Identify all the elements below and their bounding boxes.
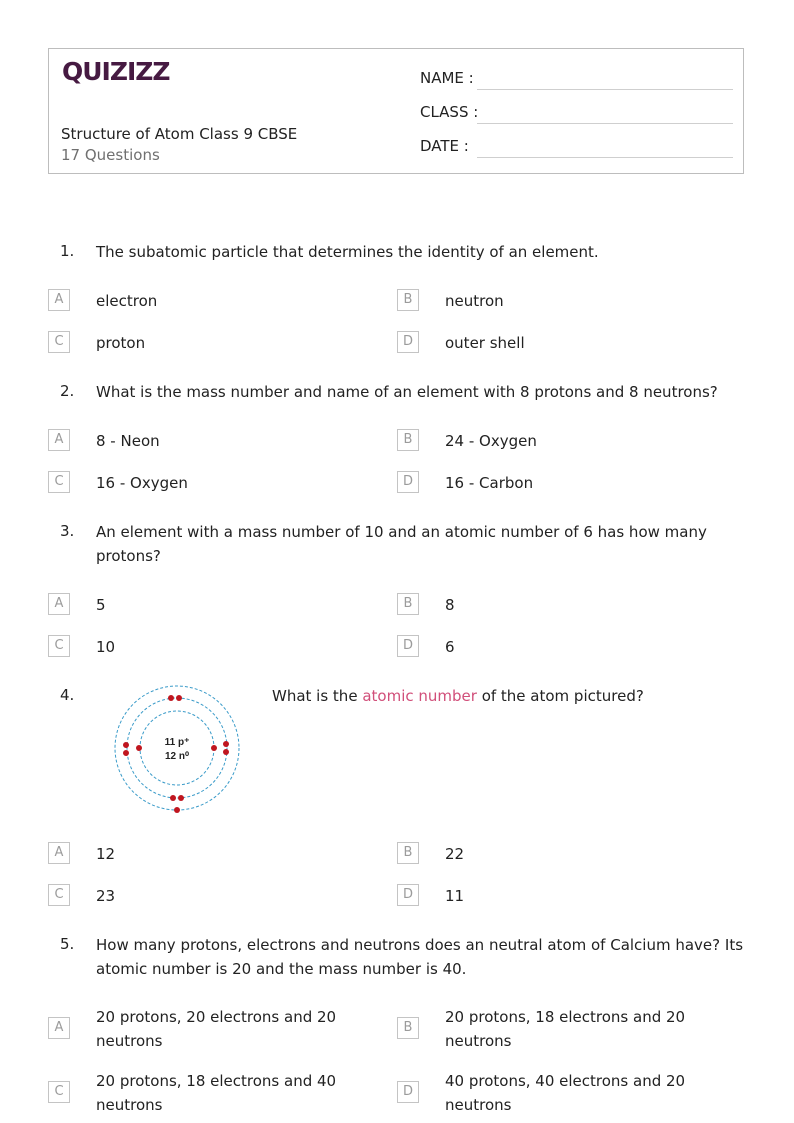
option-d-box[interactable]: D (397, 331, 419, 353)
option-b-box[interactable]: B (397, 1017, 419, 1039)
option-a-box[interactable]: A (48, 289, 70, 311)
option-b-box[interactable]: B (397, 842, 419, 864)
option-a-text: electron (96, 292, 158, 310)
worksheet-title: Structure of Atom Class 9 CBSE (61, 125, 298, 143)
option-d-text: 6 (445, 638, 455, 656)
option-a-box[interactable]: A (48, 429, 70, 451)
option-b-text: 20 protons, 18 electrons and 20 neutrons (445, 1008, 686, 1050)
quizizz-logo: QUIZIZZ (62, 57, 170, 86)
option-a-box[interactable]: A (48, 842, 70, 864)
electron-dot (136, 745, 142, 751)
option-c-box[interactable]: C (48, 1081, 70, 1103)
question-number: 3. (60, 522, 75, 540)
option-a-text: 8 - Neon (96, 432, 160, 450)
electron-dot (223, 741, 229, 747)
option-d-text: 11 (445, 887, 465, 905)
option-a-box[interactable]: A (48, 593, 70, 615)
electron-dot (176, 695, 182, 701)
option-b-text: 8 (445, 596, 455, 614)
class-line[interactable] (477, 123, 733, 124)
electron-dot (223, 749, 229, 755)
question-count: 17 Questions (61, 146, 160, 164)
option-a-text: 12 (96, 845, 116, 863)
option-c-text: 20 protons, 18 electrons and 40 neutrons (96, 1072, 337, 1114)
option-d-box[interactable]: D (397, 635, 419, 657)
question-number: 4. (60, 686, 75, 704)
electron-dot (170, 795, 176, 801)
option-c-box[interactable]: C (48, 884, 70, 906)
option-a-text: 20 protons, 20 electrons and 20 neutrons (96, 1008, 337, 1050)
option-c-text: 23 (96, 887, 116, 905)
date-line[interactable] (477, 157, 733, 158)
electron-dot (211, 745, 217, 751)
option-c-text: proton (96, 334, 146, 352)
option-c-box[interactable]: C (48, 635, 70, 657)
worksheet-header (48, 48, 744, 174)
name-label: NAME : (420, 69, 474, 87)
electron-dot (178, 795, 184, 801)
option-c-box[interactable]: C (48, 471, 70, 493)
option-c-text: 16 - Oxygen (96, 474, 188, 492)
option-d-text: 16 - Carbon (445, 474, 534, 492)
question-text-after: of the atom pictured? (476, 687, 644, 705)
protons-label: 11 p⁺ (164, 737, 190, 748)
question-number: 2. (60, 382, 75, 400)
name-line[interactable] (477, 89, 733, 90)
option-c-box[interactable]: C (48, 331, 70, 353)
electron-dot (123, 742, 129, 748)
question-text: The subatomic particle that determines the identity of an element. (96, 243, 599, 261)
inner-shell (140, 711, 214, 785)
option-d-text: outer shell (445, 334, 525, 352)
option-b-box[interactable]: B (397, 429, 419, 451)
atom-diagram (108, 680, 248, 820)
option-b-text: 22 (445, 845, 465, 863)
question-number: 5. (60, 935, 75, 953)
option-b-text: neutron (445, 292, 504, 310)
option-b-box[interactable]: B (397, 593, 419, 615)
electron-dot (123, 750, 129, 756)
electron-dot (168, 695, 174, 701)
question-number: 1. (60, 242, 75, 260)
option-b-text: 24 - Oxygen (445, 432, 537, 450)
question-text: How many protons, electrons and neutrons does an neutral atom of Calcium have? Its atomic number is 20 and the mass number is 40. (96, 936, 744, 978)
option-d-text: 40 protons, 40 electrons and 20 neutrons (445, 1072, 686, 1114)
neutrons-label: 12 n⁰ (164, 751, 190, 762)
question-text: An element with a mass number of 10 and an atomic number of 6 has how many protons? (96, 523, 707, 565)
date-label: DATE : (420, 137, 469, 155)
option-d-box[interactable]: D (397, 1081, 419, 1103)
option-c-text: 10 (96, 638, 116, 656)
option-a-text: 5 (96, 596, 106, 614)
option-d-box[interactable]: D (397, 884, 419, 906)
outer-shell (115, 686, 239, 810)
question-text (272, 684, 712, 708)
option-b-box[interactable]: B (397, 289, 419, 311)
option-a-box[interactable]: A (48, 1017, 70, 1039)
question-text: What is the mass number and name of an element with 8 protons and 8 neutrons? (96, 383, 718, 401)
question-text-highlight: atomic number (362, 687, 477, 705)
class-label: CLASS : (420, 103, 479, 121)
question-text-before: What is the (272, 687, 363, 705)
option-d-box[interactable]: D (397, 471, 419, 493)
electron-dot (174, 807, 180, 813)
